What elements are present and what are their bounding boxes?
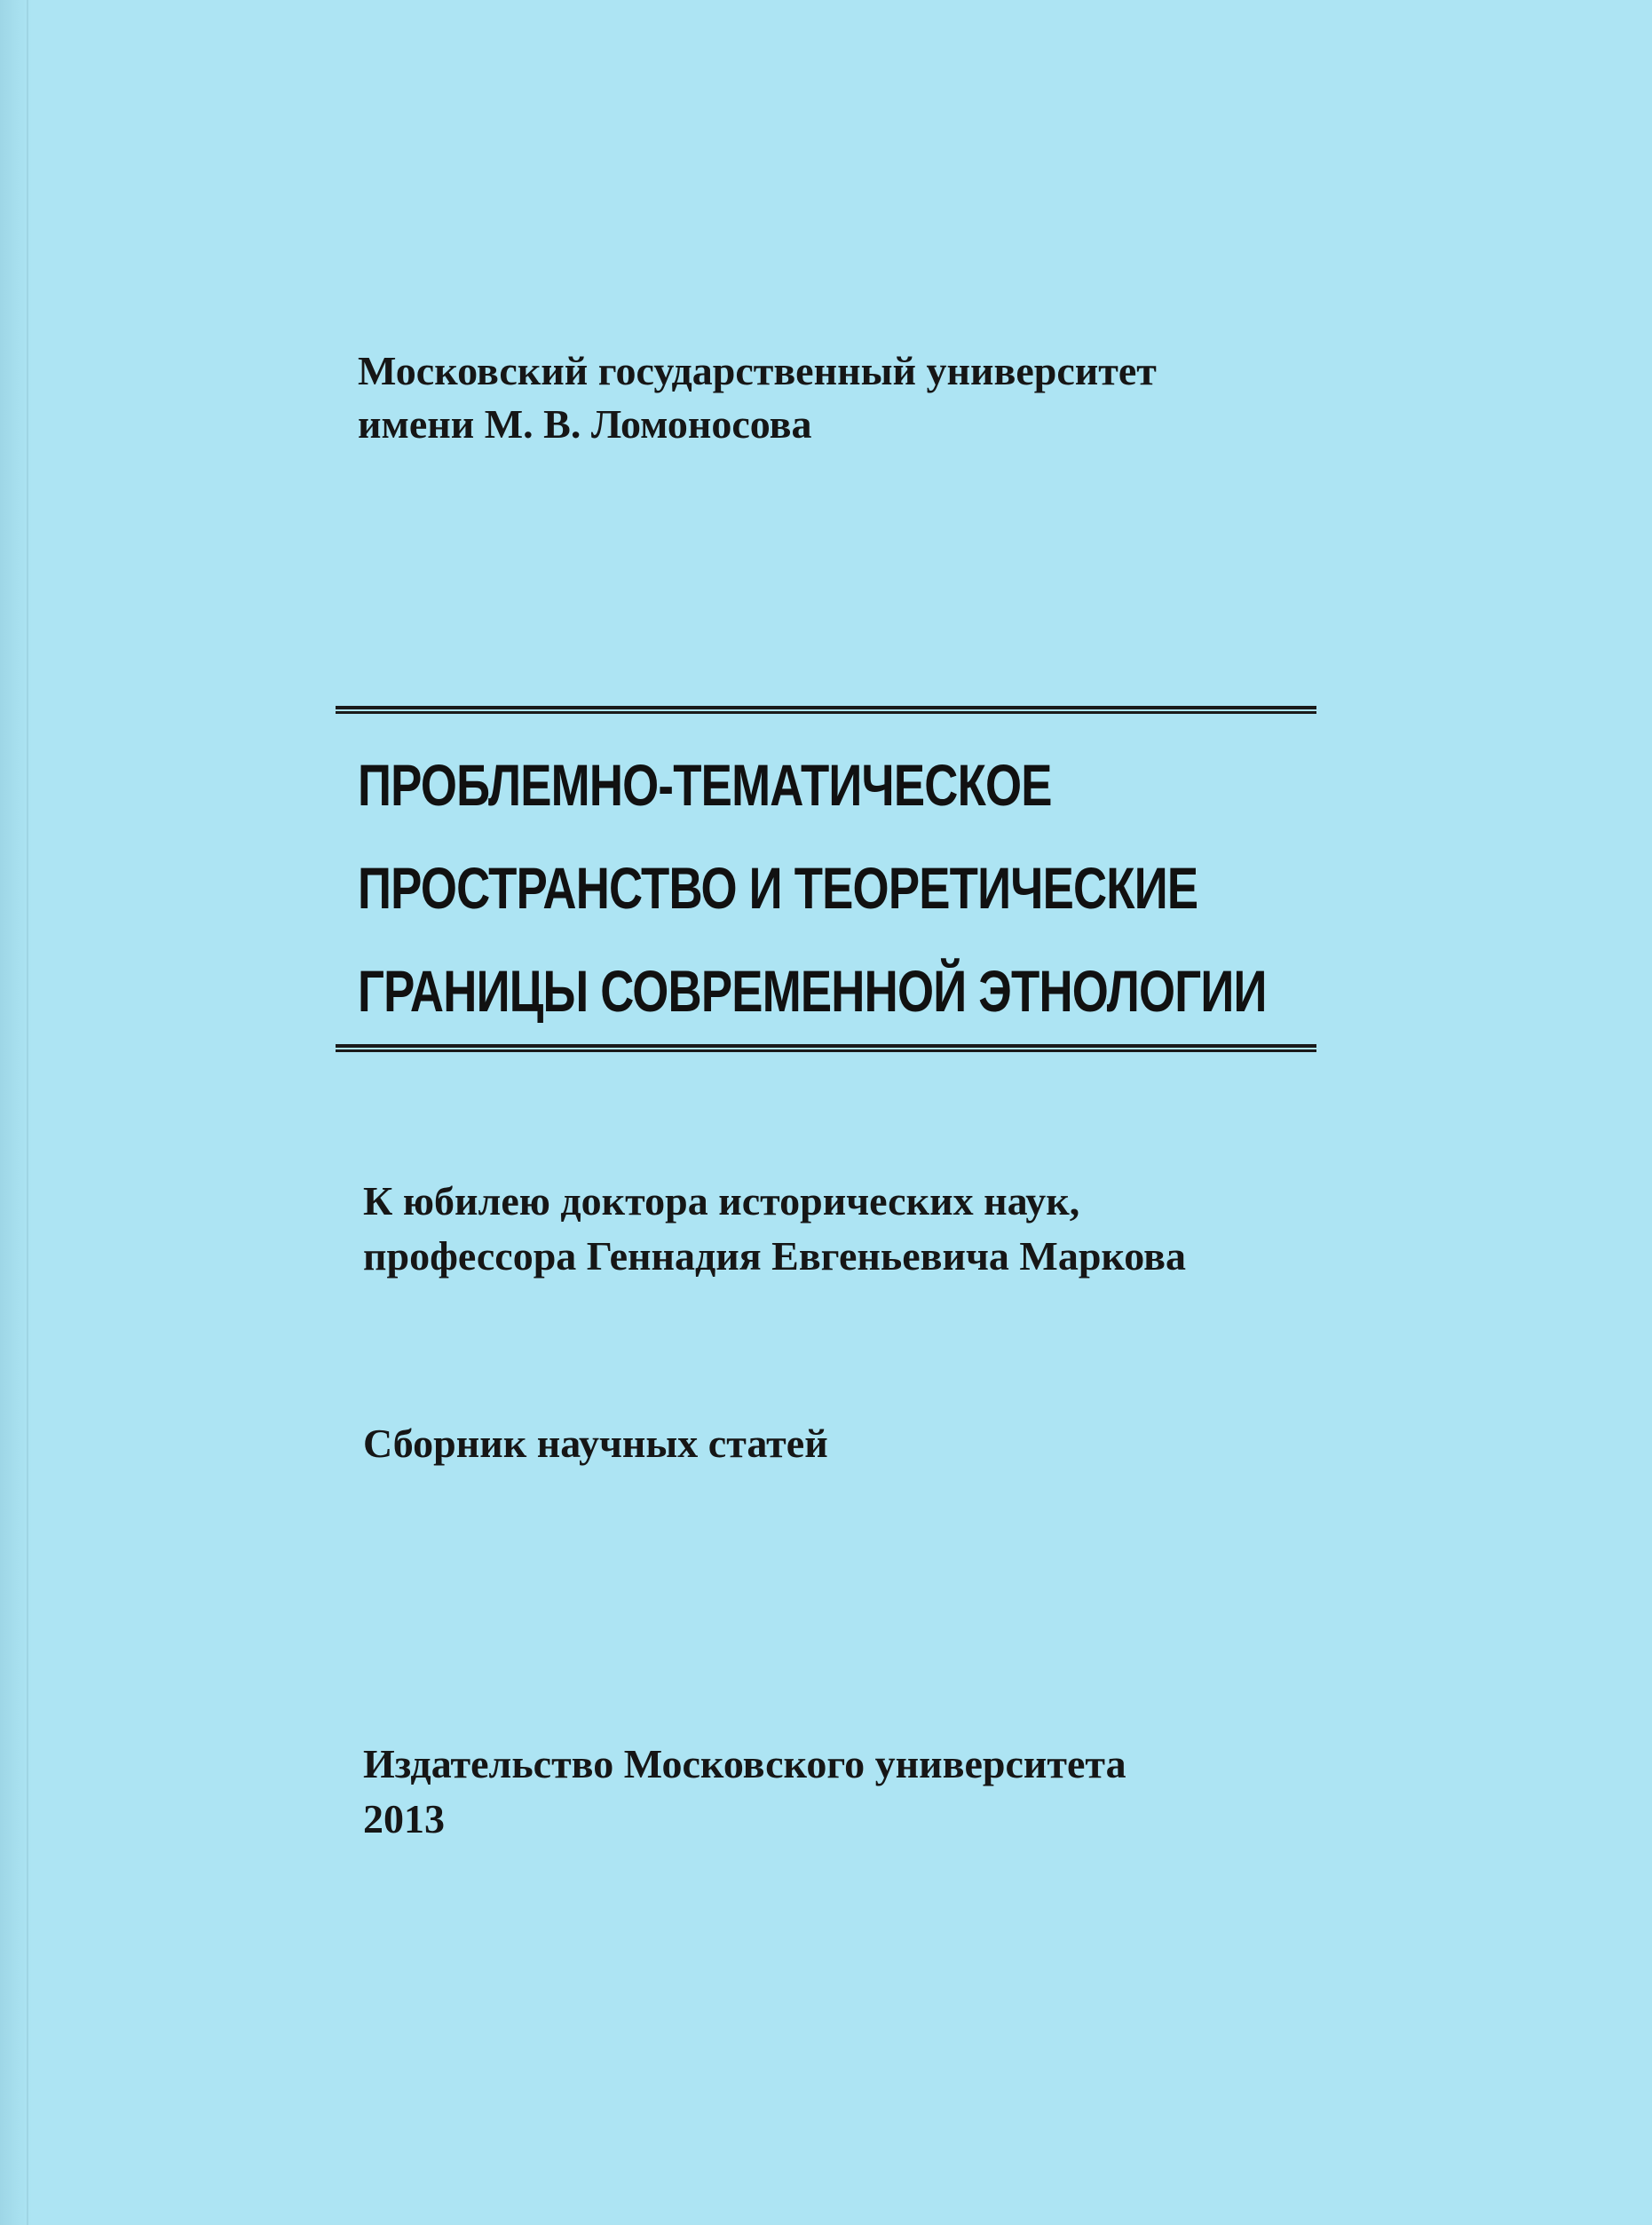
university-line-2: имени М. В. Ломоносова [358,401,812,447]
publication-year: 2013 [363,1796,445,1841]
spine-fold-line [27,0,28,2225]
title-line-2: ПРОСТРАНСТВО И ТЕОРЕТИЧЕСКИЕ [358,855,1198,921]
dedication-line-1: К юбилею доктора исторических наук, [363,1178,1080,1223]
university-name [358,344,1157,451]
book-title [358,733,1267,1042]
dedication-line-2: профессора Геннадия Евгеньевича Маркова [363,1233,1187,1279]
publisher-name: Издательство Московского университета [363,1741,1126,1786]
title-line-1: ПРОБЛЕМНО-ТЕМАТИЧЕСКОЕ [358,752,1052,818]
title-rule-top [336,706,1316,714]
collection-type: Сборник научных статей [363,1421,828,1466]
title-line-3: ГРАНИЦЫ СОВРЕМЕННОЙ ЭТНОЛОГИИ [358,958,1267,1024]
title-rule-bottom [336,1044,1316,1052]
publisher-block [363,1737,1126,1847]
university-line-1: Московский государственный университет [358,348,1157,393]
dedication [363,1174,1186,1284]
